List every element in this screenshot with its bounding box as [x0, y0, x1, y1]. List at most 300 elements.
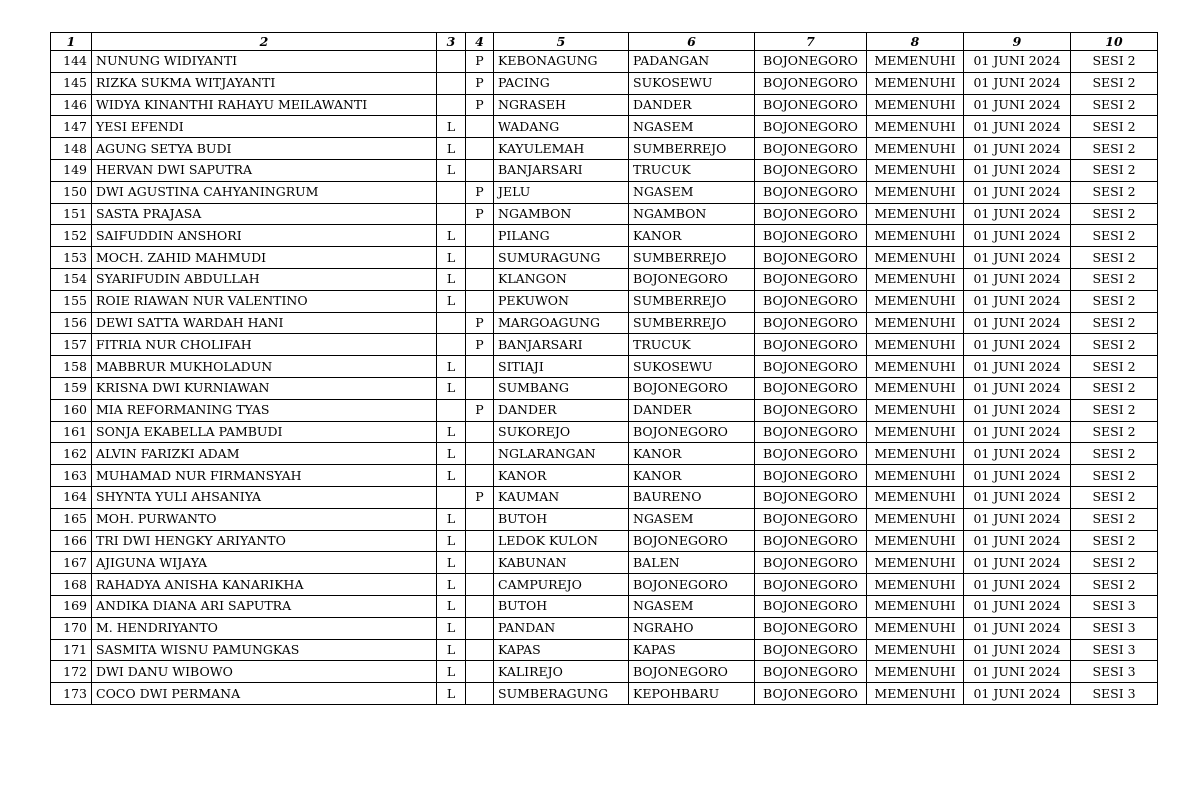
cell-name: MOH. PURWANTO [92, 508, 437, 530]
cell-number: 145 [51, 72, 92, 94]
cell-village: BUTOH [494, 508, 629, 530]
cell-status: MEMENUHI [867, 399, 964, 421]
cell-date: 01 JUNI 2024 [964, 94, 1071, 116]
cell-name: RIZKA SUKMA WITJAYANTI [92, 72, 437, 94]
cell-number: 154 [51, 268, 92, 290]
cell-village: PILANG [494, 225, 629, 247]
col-header-3: 3 [437, 33, 466, 51]
cell-gender-p [466, 225, 494, 247]
cell-session: SESI 2 [1071, 356, 1158, 378]
cell-regency: BOJONEGORO [755, 116, 867, 138]
table-row [51, 465, 1158, 487]
cell-name: M. HENDRIYANTO [92, 617, 437, 639]
cell-name: AJIGUNA WIJAYA [92, 552, 437, 574]
cell-name: ROIE RIAWAN NUR VALENTINO [92, 290, 437, 312]
cell-name: KRISNA DWI KURNIAWAN [92, 377, 437, 399]
table-row [51, 552, 1158, 574]
table-row [51, 530, 1158, 552]
cell-status: MEMENUHI [867, 661, 964, 683]
cell-name: YESI EFENDI [92, 116, 437, 138]
cell-session: SESI 2 [1071, 530, 1158, 552]
header-row [51, 33, 1158, 51]
cell-name: RAHADYA ANISHA KANARIKHA [92, 574, 437, 596]
cell-session: SESI 2 [1071, 72, 1158, 94]
cell-regency: BOJONEGORO [755, 486, 867, 508]
cell-session: SESI 2 [1071, 508, 1158, 530]
cell-regency: BOJONEGORO [755, 508, 867, 530]
cell-gender-l [437, 94, 466, 116]
cell-village: SUMBANG [494, 377, 629, 399]
cell-district: NGASEM [629, 181, 755, 203]
cell-district: BOJONEGORO [629, 661, 755, 683]
cell-number: 151 [51, 203, 92, 225]
cell-status: MEMENUHI [867, 268, 964, 290]
cell-gender-l: L [437, 508, 466, 530]
cell-regency: BOJONEGORO [755, 443, 867, 465]
cell-number: 169 [51, 595, 92, 617]
cell-regency: BOJONEGORO [755, 399, 867, 421]
cell-regency: BOJONEGORO [755, 377, 867, 399]
cell-session: SESI 2 [1071, 247, 1158, 269]
cell-date: 01 JUNI 2024 [964, 116, 1071, 138]
cell-status: MEMENUHI [867, 530, 964, 552]
cell-district: NGRAHO [629, 617, 755, 639]
cell-village: KEBONAGUNG [494, 51, 629, 73]
cell-name: DWI DANU WIBOWO [92, 661, 437, 683]
cell-gender-l: L [437, 356, 466, 378]
cell-status: MEMENUHI [867, 595, 964, 617]
cell-name: DWI AGUSTINA CAHYANINGRUM [92, 181, 437, 203]
cell-session: SESI 2 [1071, 552, 1158, 574]
table-row [51, 312, 1158, 334]
cell-date: 01 JUNI 2024 [964, 181, 1071, 203]
cell-village: SUMURAGUNG [494, 247, 629, 269]
cell-name: MABBRUR MUKHOLADUN [92, 356, 437, 378]
cell-session: SESI 3 [1071, 683, 1158, 705]
cell-regency: BOJONEGORO [755, 661, 867, 683]
cell-status: MEMENUHI [867, 159, 964, 181]
cell-name: ANDIKA DIANA ARI SAPUTRA [92, 595, 437, 617]
cell-village: SUKOREJO [494, 421, 629, 443]
table-row [51, 94, 1158, 116]
cell-name: NUNUNG WIDIYANTI [92, 51, 437, 73]
cell-gender-l [437, 399, 466, 421]
cell-number: 164 [51, 486, 92, 508]
cell-name: SASTA PRAJASA [92, 203, 437, 225]
cell-regency: BOJONEGORO [755, 181, 867, 203]
table-row [51, 203, 1158, 225]
cell-number: 167 [51, 552, 92, 574]
cell-number: 146 [51, 94, 92, 116]
cell-date: 01 JUNI 2024 [964, 639, 1071, 661]
cell-gender-p: P [466, 51, 494, 73]
cell-district: BOJONEGORO [629, 377, 755, 399]
cell-district: BOJONEGORO [629, 574, 755, 596]
cell-status: MEMENUHI [867, 421, 964, 443]
table-row [51, 159, 1158, 181]
cell-gender-l: L [437, 116, 466, 138]
cell-gender-l: L [437, 465, 466, 487]
cell-regency: BOJONEGORO [755, 159, 867, 181]
cell-date: 01 JUNI 2024 [964, 399, 1071, 421]
cell-session: SESI 2 [1071, 377, 1158, 399]
cell-date: 01 JUNI 2024 [964, 443, 1071, 465]
col-header-6: 6 [629, 33, 755, 51]
cell-village: SUMBERAGUNG [494, 683, 629, 705]
cell-number: 165 [51, 508, 92, 530]
cell-gender-p: P [466, 399, 494, 421]
cell-village: CAMPUREJO [494, 574, 629, 596]
cell-village: PACING [494, 72, 629, 94]
cell-village: JELU [494, 181, 629, 203]
table-row [51, 116, 1158, 138]
cell-gender-l [437, 203, 466, 225]
cell-village: BANJARSARI [494, 159, 629, 181]
table-row [51, 595, 1158, 617]
table-row [51, 443, 1158, 465]
cell-number: 170 [51, 617, 92, 639]
cell-session: SESI 3 [1071, 661, 1158, 683]
table-row [51, 225, 1158, 247]
cell-number: 144 [51, 51, 92, 73]
cell-gender-p: P [466, 334, 494, 356]
cell-number: 153 [51, 247, 92, 269]
col-header-10: 10 [1071, 33, 1158, 51]
cell-status: MEMENUHI [867, 552, 964, 574]
cell-date: 01 JUNI 2024 [964, 486, 1071, 508]
cell-gender-l [437, 334, 466, 356]
cell-gender-p [466, 552, 494, 574]
cell-district: SUMBERREJO [629, 247, 755, 269]
cell-gender-p [466, 530, 494, 552]
cell-status: MEMENUHI [867, 334, 964, 356]
cell-gender-p: P [466, 72, 494, 94]
cell-session: SESI 3 [1071, 617, 1158, 639]
cell-regency: BOJONEGORO [755, 617, 867, 639]
col-header-5: 5 [494, 33, 629, 51]
table-row [51, 138, 1158, 160]
cell-session: SESI 2 [1071, 138, 1158, 160]
cell-session: SESI 2 [1071, 203, 1158, 225]
cell-status: MEMENUHI [867, 443, 964, 465]
cell-gender-p [466, 290, 494, 312]
cell-number: 148 [51, 138, 92, 160]
cell-regency: BOJONEGORO [755, 138, 867, 160]
cell-gender-l: L [437, 617, 466, 639]
cell-gender-p: P [466, 181, 494, 203]
cell-gender-p [466, 377, 494, 399]
cell-gender-p [466, 639, 494, 661]
col-header-9: 9 [964, 33, 1071, 51]
cell-village: KABUNAN [494, 552, 629, 574]
table-row [51, 617, 1158, 639]
cell-status: MEMENUHI [867, 617, 964, 639]
table-row [51, 661, 1158, 683]
cell-date: 01 JUNI 2024 [964, 225, 1071, 247]
cell-regency: BOJONEGORO [755, 203, 867, 225]
cell-gender-l: L [437, 552, 466, 574]
cell-date: 01 JUNI 2024 [964, 290, 1071, 312]
cell-status: MEMENUHI [867, 116, 964, 138]
cell-regency: BOJONEGORO [755, 552, 867, 574]
cell-date: 01 JUNI 2024 [964, 508, 1071, 530]
cell-number: 147 [51, 116, 92, 138]
table-row [51, 247, 1158, 269]
cell-village: DANDER [494, 399, 629, 421]
cell-regency: BOJONEGORO [755, 225, 867, 247]
cell-number: 155 [51, 290, 92, 312]
cell-name: TRI DWI HENGKY ARIYANTO [92, 530, 437, 552]
cell-status: MEMENUHI [867, 508, 964, 530]
cell-regency: BOJONEGORO [755, 94, 867, 116]
cell-number: 158 [51, 356, 92, 378]
cell-village: WADANG [494, 116, 629, 138]
cell-gender-p [466, 138, 494, 160]
cell-date: 01 JUNI 2024 [964, 356, 1071, 378]
cell-number: 162 [51, 443, 92, 465]
participant-table [50, 32, 1158, 705]
cell-session: SESI 2 [1071, 421, 1158, 443]
cell-session: SESI 2 [1071, 51, 1158, 73]
cell-status: MEMENUHI [867, 486, 964, 508]
cell-session: SESI 2 [1071, 312, 1158, 334]
table-row [51, 290, 1158, 312]
cell-status: MEMENUHI [867, 51, 964, 73]
table-row [51, 399, 1158, 421]
cell-district: SUMBERREJO [629, 138, 755, 160]
cell-district: BAURENO [629, 486, 755, 508]
cell-village: NGRASEH [494, 94, 629, 116]
cell-gender-l: L [437, 421, 466, 443]
cell-district: SUMBERREJO [629, 290, 755, 312]
cell-number: 160 [51, 399, 92, 421]
cell-status: MEMENUHI [867, 377, 964, 399]
cell-district: BALEN [629, 552, 755, 574]
cell-village: SITIAJI [494, 356, 629, 378]
cell-district: NGASEM [629, 595, 755, 617]
cell-gender-l: L [437, 595, 466, 617]
cell-gender-p: P [466, 486, 494, 508]
cell-status: MEMENUHI [867, 203, 964, 225]
cell-name: MUHAMAD NUR FIRMANSYAH [92, 465, 437, 487]
table-row [51, 639, 1158, 661]
table-row [51, 377, 1158, 399]
cell-session: SESI 2 [1071, 94, 1158, 116]
cell-name: HERVAN DWI SAPUTRA [92, 159, 437, 181]
cell-district: NGAMBON [629, 203, 755, 225]
cell-session: SESI 3 [1071, 595, 1158, 617]
cell-regency: BOJONEGORO [755, 290, 867, 312]
cell-number: 173 [51, 683, 92, 705]
cell-number: 150 [51, 181, 92, 203]
col-header-2: 2 [92, 33, 437, 51]
cell-session: SESI 2 [1071, 574, 1158, 596]
cell-regency: BOJONEGORO [755, 51, 867, 73]
cell-date: 01 JUNI 2024 [964, 465, 1071, 487]
table-row [51, 508, 1158, 530]
cell-gender-p [466, 661, 494, 683]
cell-district: KEPOHBARU [629, 683, 755, 705]
cell-name: SONJA EKABELLA PAMBUDI [92, 421, 437, 443]
table-body [51, 51, 1158, 705]
cell-village: NGAMBON [494, 203, 629, 225]
cell-district: DANDER [629, 399, 755, 421]
cell-regency: BOJONEGORO [755, 683, 867, 705]
cell-district: KAPAS [629, 639, 755, 661]
col-header-1: 1 [51, 33, 92, 51]
cell-date: 01 JUNI 2024 [964, 574, 1071, 596]
cell-district: KANOR [629, 443, 755, 465]
cell-name: FITRIA NUR CHOLIFAH [92, 334, 437, 356]
cell-date: 01 JUNI 2024 [964, 268, 1071, 290]
cell-village: KALIREJO [494, 661, 629, 683]
cell-gender-l [437, 312, 466, 334]
cell-date: 01 JUNI 2024 [964, 617, 1071, 639]
cell-status: MEMENUHI [867, 356, 964, 378]
cell-village: BANJARSARI [494, 334, 629, 356]
cell-number: 168 [51, 574, 92, 596]
cell-district: BOJONEGORO [629, 421, 755, 443]
col-header-4: 4 [466, 33, 494, 51]
cell-number: 152 [51, 225, 92, 247]
table-row [51, 181, 1158, 203]
table-row [51, 486, 1158, 508]
cell-number: 159 [51, 377, 92, 399]
cell-gender-l: L [437, 225, 466, 247]
cell-district: PADANGAN [629, 51, 755, 73]
cell-gender-l [437, 51, 466, 73]
cell-name: COCO DWI PERMANA [92, 683, 437, 705]
cell-status: MEMENUHI [867, 683, 964, 705]
cell-date: 01 JUNI 2024 [964, 552, 1071, 574]
cell-status: MEMENUHI [867, 290, 964, 312]
table-row [51, 51, 1158, 73]
cell-number: 149 [51, 159, 92, 181]
cell-name: SASMITA WISNU PAMUNGKAS [92, 639, 437, 661]
cell-date: 01 JUNI 2024 [964, 421, 1071, 443]
cell-gender-p [466, 595, 494, 617]
cell-village: KAYULEMAH [494, 138, 629, 160]
cell-gender-l: L [437, 290, 466, 312]
cell-gender-p [466, 465, 494, 487]
cell-regency: BOJONEGORO [755, 421, 867, 443]
cell-village: KAPAS [494, 639, 629, 661]
cell-regency: BOJONEGORO [755, 595, 867, 617]
cell-status: MEMENUHI [867, 138, 964, 160]
cell-regency: BOJONEGORO [755, 247, 867, 269]
table-row [51, 356, 1158, 378]
cell-gender-l: L [437, 574, 466, 596]
cell-status: MEMENUHI [867, 312, 964, 334]
cell-name: SHYNTA YULI AHSANIYA [92, 486, 437, 508]
cell-name: MOCH. ZAHID MAHMUDI [92, 247, 437, 269]
cell-name: MIA REFORMANING TYAS [92, 399, 437, 421]
cell-session: SESI 2 [1071, 181, 1158, 203]
cell-gender-p [466, 683, 494, 705]
cell-village: PEKUWON [494, 290, 629, 312]
table-row [51, 421, 1158, 443]
cell-district: BOJONEGORO [629, 268, 755, 290]
cell-gender-l: L [437, 268, 466, 290]
cell-session: SESI 2 [1071, 116, 1158, 138]
cell-gender-l [437, 181, 466, 203]
col-header-8: 8 [867, 33, 964, 51]
cell-village: KAUMAN [494, 486, 629, 508]
cell-date: 01 JUNI 2024 [964, 334, 1071, 356]
cell-gender-p: P [466, 203, 494, 225]
cell-gender-l [437, 486, 466, 508]
cell-district: TRUCUK [629, 334, 755, 356]
cell-number: 156 [51, 312, 92, 334]
cell-village: BUTOH [494, 595, 629, 617]
cell-gender-l: L [437, 683, 466, 705]
cell-date: 01 JUNI 2024 [964, 661, 1071, 683]
cell-gender-l: L [437, 377, 466, 399]
cell-name: SAIFUDDIN ANSHORI [92, 225, 437, 247]
cell-number: 172 [51, 661, 92, 683]
cell-number: 171 [51, 639, 92, 661]
cell-village: PANDAN [494, 617, 629, 639]
cell-gender-p [466, 508, 494, 530]
cell-regency: BOJONEGORO [755, 639, 867, 661]
cell-session: SESI 2 [1071, 225, 1158, 247]
cell-district: SUMBERREJO [629, 312, 755, 334]
table-row [51, 574, 1158, 596]
cell-number: 166 [51, 530, 92, 552]
cell-village: KLANGON [494, 268, 629, 290]
table-row [51, 268, 1158, 290]
cell-date: 01 JUNI 2024 [964, 683, 1071, 705]
cell-gender-l: L [437, 639, 466, 661]
cell-village: KANOR [494, 465, 629, 487]
cell-regency: BOJONEGORO [755, 72, 867, 94]
cell-session: SESI 2 [1071, 268, 1158, 290]
cell-gender-l: L [437, 661, 466, 683]
cell-date: 01 JUNI 2024 [964, 203, 1071, 225]
cell-district: TRUCUK [629, 159, 755, 181]
cell-status: MEMENUHI [867, 639, 964, 661]
cell-status: MEMENUHI [867, 225, 964, 247]
cell-gender-p [466, 617, 494, 639]
cell-gender-l: L [437, 247, 466, 269]
cell-session: SESI 2 [1071, 399, 1158, 421]
cell-regency: BOJONEGORO [755, 312, 867, 334]
cell-gender-p [466, 159, 494, 181]
cell-district: NGASEM [629, 116, 755, 138]
cell-date: 01 JUNI 2024 [964, 51, 1071, 73]
cell-district: NGASEM [629, 508, 755, 530]
cell-gender-p [466, 116, 494, 138]
cell-regency: BOJONEGORO [755, 334, 867, 356]
cell-name: WIDYA KINANTHI RAHAYU MEILAWANTI [92, 94, 437, 116]
cell-gender-l: L [437, 138, 466, 160]
table-row [51, 683, 1158, 705]
cell-session: SESI 2 [1071, 334, 1158, 356]
cell-status: MEMENUHI [867, 72, 964, 94]
cell-gender-p: P [466, 94, 494, 116]
cell-gender-l: L [437, 443, 466, 465]
cell-village: MARGOAGUNG [494, 312, 629, 334]
cell-regency: BOJONEGORO [755, 268, 867, 290]
cell-gender-p: P [466, 312, 494, 334]
cell-gender-p [466, 356, 494, 378]
cell-gender-p [466, 443, 494, 465]
cell-session: SESI 2 [1071, 443, 1158, 465]
cell-status: MEMENUHI [867, 574, 964, 596]
cell-name: DEWI SATTA WARDAH HANI [92, 312, 437, 334]
cell-session: SESI 2 [1071, 486, 1158, 508]
cell-session: SESI 2 [1071, 290, 1158, 312]
